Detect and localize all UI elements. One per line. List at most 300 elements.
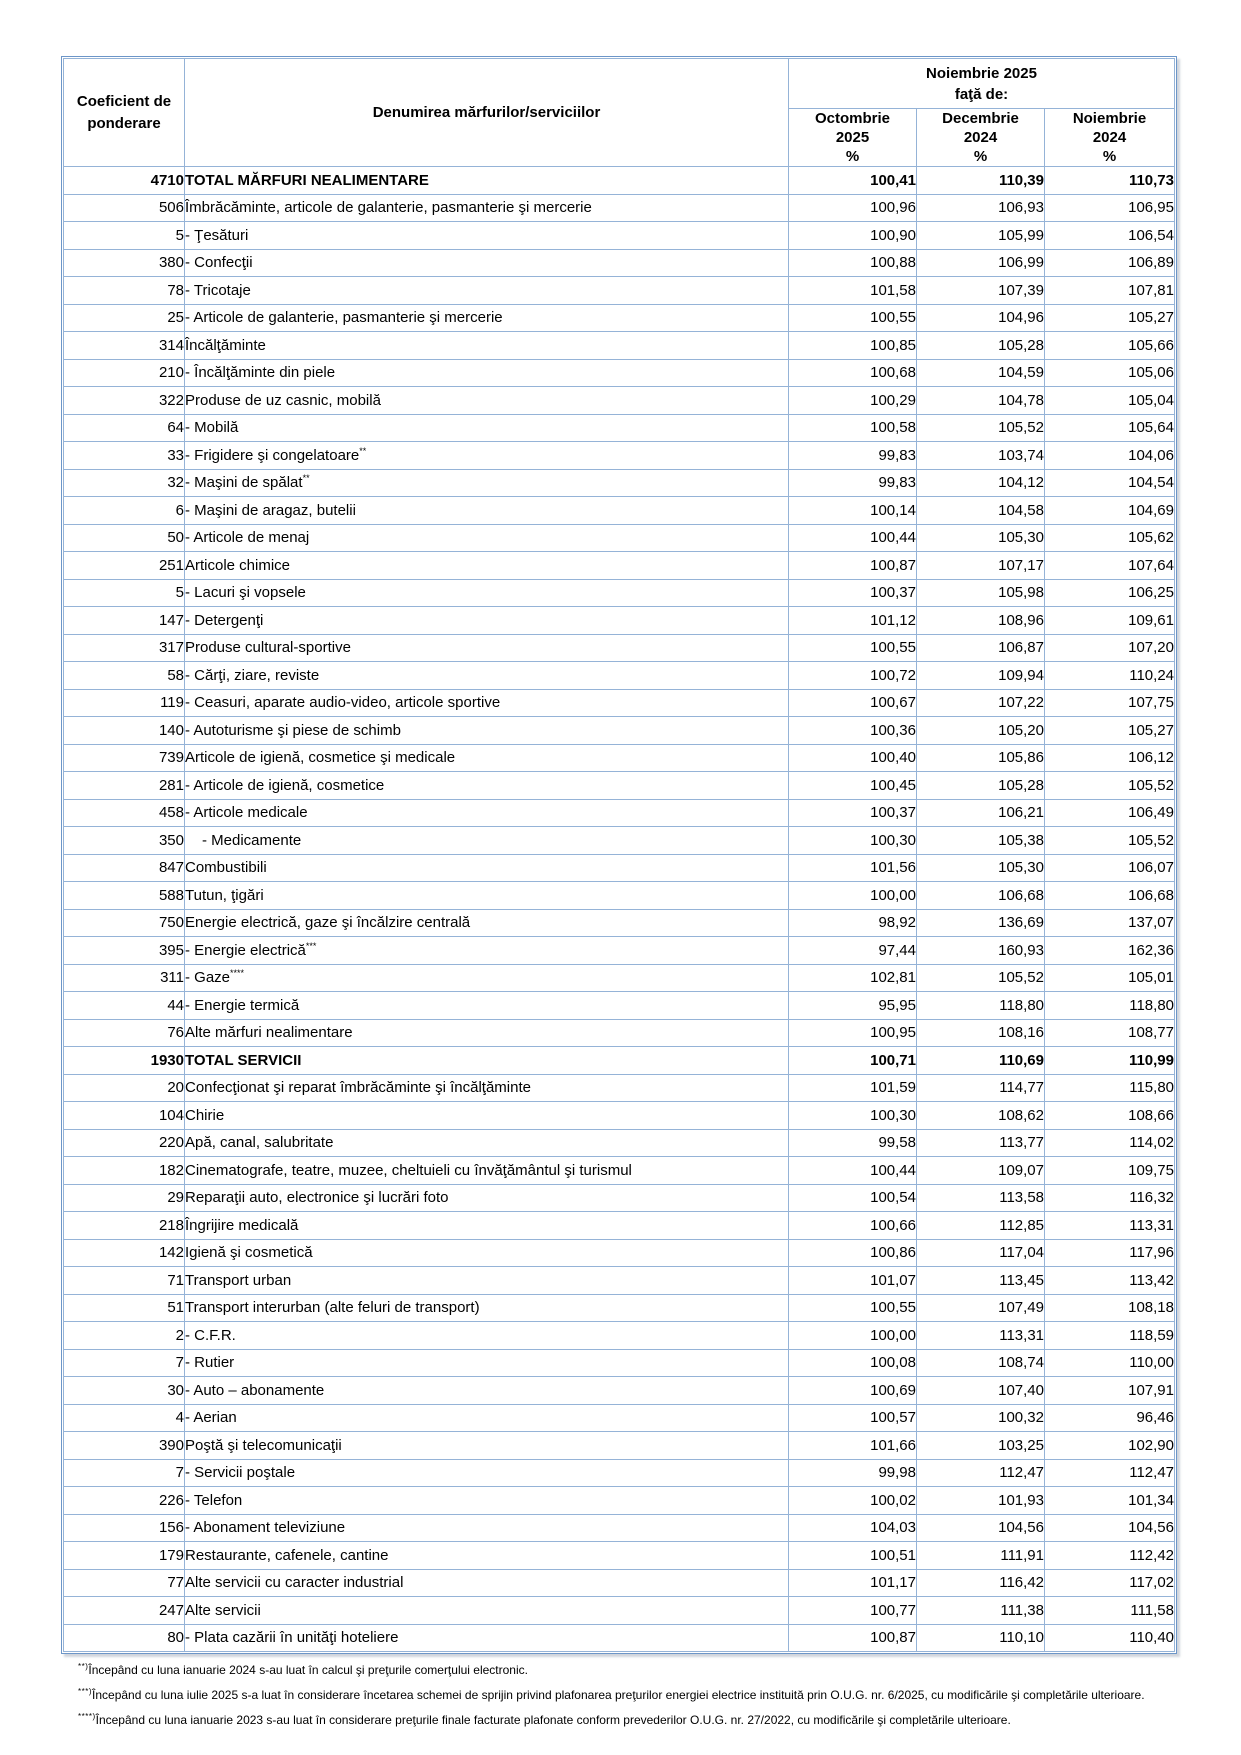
index-value-cell: 107,40 [917, 1377, 1045, 1405]
table-row [64, 524, 1175, 552]
weight-coefficient-cell: 30 [64, 1377, 185, 1405]
index-value-cell: 100,40 [789, 744, 917, 772]
index-value-cell: 100,67 [789, 689, 917, 717]
item-name-cell: Transport urban [185, 1267, 789, 1295]
item-name-cell: - Detergenţi [185, 607, 789, 635]
table-row [64, 1047, 1175, 1075]
item-name-cell: - Confecţii [185, 249, 789, 277]
subcol-month: Noiembrie [1072, 110, 1147, 127]
weight-coefficient-cell: 506 [64, 194, 185, 222]
index-value-cell: 111,58 [1045, 1597, 1175, 1625]
index-value-cell: 107,22 [917, 689, 1045, 717]
item-name-cell: - Articole de galanterie, pasmanterie şi mercerie [185, 304, 789, 332]
table-row [64, 1322, 1175, 1350]
weight-coefficient-cell: 44 [64, 992, 185, 1020]
index-value-cell: 112,47 [1045, 1459, 1175, 1487]
table-row [64, 854, 1175, 882]
footnote-text: Începând cu luna ianuarie 2023 s-au luat în considerare preţurile finale facturate plafonate conform prevederilor O.U.G. nr. 27/2022, cu modificările şi completările ulterioare. [95, 1713, 1011, 1727]
index-value-cell: 105,52 [917, 414, 1045, 442]
header-subcol-october-2025 [789, 109, 917, 167]
table-row [64, 937, 1175, 965]
index-value-cell: 105,64 [1045, 414, 1175, 442]
index-value-cell: 111,38 [917, 1597, 1045, 1625]
index-value-cell: 107,49 [917, 1294, 1045, 1322]
subcol-percent: % [1102, 148, 1117, 165]
weight-coefficient-cell: 71 [64, 1267, 185, 1295]
item-name-cell: - Tricotaje [185, 277, 789, 305]
weight-coefficient-cell: 104 [64, 1102, 185, 1130]
index-value-cell: 105,62 [1045, 524, 1175, 552]
index-value-cell: 102,81 [789, 964, 917, 992]
index-value-cell: 107,91 [1045, 1377, 1175, 1405]
footnote-marker: *** [305, 940, 317, 951]
index-value-cell: 105,30 [917, 524, 1045, 552]
index-value-cell: 108,18 [1045, 1294, 1175, 1322]
index-value-cell: 107,20 [1045, 634, 1175, 662]
subcol-percent: % [973, 148, 988, 165]
index-value-cell: 104,59 [917, 359, 1045, 387]
table-body [64, 167, 1175, 1652]
weight-coefficient-cell: 750 [64, 909, 185, 937]
weight-coefficient-cell: 2 [64, 1322, 185, 1350]
index-value-cell: 100,00 [789, 1322, 917, 1350]
index-value-cell: 96,46 [1045, 1404, 1175, 1432]
index-value-cell: 105,86 [917, 744, 1045, 772]
index-value-cell: 113,58 [917, 1184, 1045, 1212]
index-value-cell: 107,81 [1045, 277, 1175, 305]
footnote-marker: ****) [78, 1712, 96, 1721]
header-goods-services-name: Denumirea mărfurilor/serviciilor [185, 59, 789, 167]
weight-coefficient-cell: 140 [64, 717, 185, 745]
index-value-cell: 105,52 [1045, 772, 1175, 800]
index-value-cell: 106,68 [917, 882, 1045, 910]
table-row [64, 744, 1175, 772]
index-value-cell: 99,58 [789, 1129, 917, 1157]
index-value-cell: 109,61 [1045, 607, 1175, 635]
weight-coefficient-cell: 50 [64, 524, 185, 552]
weight-coefficient-cell: 58 [64, 662, 185, 690]
header-group-line1: Noiembrie 2025 [926, 64, 1037, 82]
item-name-cell: Alte mărfuri nealimentare [185, 1019, 789, 1047]
index-value-cell: 100,71 [789, 1047, 917, 1075]
subcol-year: 2025 [835, 129, 870, 146]
index-value-cell: 118,80 [917, 992, 1045, 1020]
table-row [64, 827, 1175, 855]
index-value-cell: 162,36 [1045, 937, 1175, 965]
index-value-cell: 98,92 [789, 909, 917, 937]
table-row [64, 909, 1175, 937]
item-name-cell: - Articole de igienă, cosmetice [185, 772, 789, 800]
index-value-cell: 107,17 [917, 552, 1045, 580]
weight-coefficient-cell: 5 [64, 579, 185, 607]
index-value-cell: 100,69 [789, 1377, 917, 1405]
index-value-cell: 102,90 [1045, 1432, 1175, 1460]
weight-coefficient-cell: 218 [64, 1212, 185, 1240]
item-name-cell: Produse de uz casnic, mobilă [185, 387, 789, 415]
weight-coefficient-cell: 182 [64, 1157, 185, 1185]
weight-coefficient-cell: 210 [64, 359, 185, 387]
table-row [64, 304, 1175, 332]
item-name-cell: Încălţăminte [185, 332, 789, 360]
index-value-cell: 110,99 [1045, 1047, 1175, 1075]
index-value-cell: 107,75 [1045, 689, 1175, 717]
item-name-cell: Confecţionat şi reparat îmbrăcăminte şi încălţăminte [185, 1074, 789, 1102]
index-value-cell: 160,93 [917, 937, 1045, 965]
item-name-cell: - Rutier [185, 1349, 789, 1377]
item-name-cell: Poştă şi telecomunicaţii [185, 1432, 789, 1460]
index-value-cell: 113,45 [917, 1267, 1045, 1295]
index-value-cell: 108,74 [917, 1349, 1045, 1377]
footnote-marker: **** [230, 968, 245, 979]
index-value-cell: 100,55 [789, 304, 917, 332]
item-name-cell: - Ceasuri, aparate audio-video, articole sportive [185, 689, 789, 717]
index-value-cell: 117,96 [1045, 1239, 1175, 1267]
weight-coefficient-cell: 847 [64, 854, 185, 882]
index-value-cell: 100,86 [789, 1239, 917, 1267]
index-value-cell: 108,16 [917, 1019, 1045, 1047]
footnote-marker: ** [359, 445, 367, 456]
table-row [64, 552, 1175, 580]
table-row [64, 1102, 1175, 1130]
table-row [64, 1597, 1175, 1625]
index-value-cell: 113,31 [917, 1322, 1045, 1350]
table-row [64, 469, 1175, 497]
item-name-cell: - Aerian [185, 1404, 789, 1432]
weight-coefficient-cell: 7 [64, 1349, 185, 1377]
table-row [64, 634, 1175, 662]
index-value-cell: 101,34 [1045, 1487, 1175, 1515]
index-value-cell: 104,96 [917, 304, 1045, 332]
index-value-cell: 110,69 [917, 1047, 1045, 1075]
item-name-cell: - Autoturisme şi piese de schimb [185, 717, 789, 745]
header-group-november-2025 [789, 59, 1175, 109]
table-row [64, 1019, 1175, 1047]
weight-coefficient-cell: 322 [64, 387, 185, 415]
footnote-line [78, 1706, 1218, 1731]
price-index-table-frame [61, 56, 1177, 1654]
index-value-cell: 105,52 [1045, 827, 1175, 855]
item-name-cell: - Maşini de aragaz, butelii [185, 497, 789, 525]
index-value-cell: 106,87 [917, 634, 1045, 662]
index-value-cell: 101,12 [789, 607, 917, 635]
index-value-cell: 105,38 [917, 827, 1045, 855]
weight-coefficient-cell: 314 [64, 332, 185, 360]
table-row [64, 1514, 1175, 1542]
index-value-cell: 104,56 [917, 1514, 1045, 1542]
index-value-cell: 136,69 [917, 909, 1045, 937]
weight-coefficient-cell: 220 [64, 1129, 185, 1157]
index-value-cell: 104,69 [1045, 497, 1175, 525]
index-value-cell: 110,10 [917, 1624, 1045, 1652]
weight-coefficient-cell: 311 [64, 964, 185, 992]
table-row [64, 1074, 1175, 1102]
footnote-text: Începând cu luna iulie 2025 s-a luat în considerare încetarea schemei de sprijin privind plafonarea preţurilor energiei electrice instituită prin O.U.G. nr. 6/2025, cu modificările şi completările ulterioare. [92, 1688, 1145, 1702]
index-value-cell: 109,94 [917, 662, 1045, 690]
index-value-cell: 100,95 [789, 1019, 917, 1047]
item-name-cell: Cinematografe, teatre, muzee, cheltuieli cu învăţământul şi turismul [185, 1157, 789, 1185]
item-name-cell: - Articole medicale [185, 799, 789, 827]
weight-coefficient-cell: 350 [64, 827, 185, 855]
weight-coefficient-cell: 179 [64, 1542, 185, 1570]
index-value-cell: 105,99 [917, 222, 1045, 250]
table-row [64, 359, 1175, 387]
index-value-cell: 118,80 [1045, 992, 1175, 1020]
table-row [64, 1157, 1175, 1185]
item-name-cell: Combustibili [185, 854, 789, 882]
weight-coefficient-cell: 80 [64, 1624, 185, 1652]
table-row [64, 1542, 1175, 1570]
index-value-cell: 103,25 [917, 1432, 1045, 1460]
index-value-cell: 106,99 [917, 249, 1045, 277]
index-value-cell: 104,03 [789, 1514, 917, 1542]
subcol-year: 2024 [1092, 129, 1127, 146]
index-value-cell: 106,95 [1045, 194, 1175, 222]
item-name-cell: Alte servicii [185, 1597, 789, 1625]
index-value-cell: 106,49 [1045, 799, 1175, 827]
index-value-cell: 105,06 [1045, 359, 1175, 387]
index-value-cell: 104,78 [917, 387, 1045, 415]
index-value-cell: 105,01 [1045, 964, 1175, 992]
weight-coefficient-cell: 29 [64, 1184, 185, 1212]
table-row [64, 579, 1175, 607]
table-row [64, 497, 1175, 525]
index-value-cell: 116,42 [917, 1569, 1045, 1597]
index-value-cell: 106,25 [1045, 579, 1175, 607]
item-name-cell: - Mobilă [185, 414, 789, 442]
item-name-cell: Alte servicii cu caracter industrial [185, 1569, 789, 1597]
index-value-cell: 110,00 [1045, 1349, 1175, 1377]
weight-coefficient-cell: 156 [64, 1514, 185, 1542]
item-name-cell: - Servicii poştale [185, 1459, 789, 1487]
item-name-cell: - Ţesături [185, 222, 789, 250]
item-name-cell: - Plata cazării în unităţi hoteliere [185, 1624, 789, 1652]
table-row [64, 1624, 1175, 1652]
index-value-cell: 100,02 [789, 1487, 917, 1515]
index-value-cell: 104,12 [917, 469, 1045, 497]
weight-coefficient-cell: 4 [64, 1404, 185, 1432]
index-value-cell: 105,28 [917, 332, 1045, 360]
table-row [64, 1432, 1175, 1460]
table-row [64, 662, 1175, 690]
index-value-cell: 109,75 [1045, 1157, 1175, 1185]
item-name-cell: - Telefon [185, 1487, 789, 1515]
index-value-cell: 109,07 [917, 1157, 1045, 1185]
weight-coefficient-cell: 32 [64, 469, 185, 497]
index-value-cell: 100,66 [789, 1212, 917, 1240]
item-name-cell: Produse cultural-sportive [185, 634, 789, 662]
index-value-cell: 101,59 [789, 1074, 917, 1102]
weight-coefficient-cell: 588 [64, 882, 185, 910]
footnote-marker: ** [302, 473, 310, 484]
index-value-cell: 106,93 [917, 194, 1045, 222]
index-value-cell: 100,87 [789, 552, 917, 580]
index-value-cell: 100,32 [917, 1404, 1045, 1432]
item-name-cell: TOTAL MĂRFURI NEALIMENTARE [185, 167, 789, 195]
index-value-cell: 100,44 [789, 1157, 917, 1185]
index-value-cell: 106,07 [1045, 854, 1175, 882]
header-weight-coefficient: Coeficient de ponderare [64, 59, 185, 167]
index-value-cell: 107,39 [917, 277, 1045, 305]
index-value-cell: 99,83 [789, 442, 917, 470]
item-name-cell: - Energie termică [185, 992, 789, 1020]
table-row [64, 1212, 1175, 1240]
index-value-cell: 101,17 [789, 1569, 917, 1597]
weight-coefficient-cell: 4710 [64, 167, 185, 195]
table-row [64, 1129, 1175, 1157]
index-value-cell: 108,66 [1045, 1102, 1175, 1130]
item-name-cell: Reparaţii auto, electronice şi lucrări foto [185, 1184, 789, 1212]
item-name-cell: - Lacuri şi vopsele [185, 579, 789, 607]
index-value-cell: 95,95 [789, 992, 917, 1020]
index-value-cell: 100,87 [789, 1624, 917, 1652]
table-row [64, 277, 1175, 305]
index-value-cell: 100,44 [789, 524, 917, 552]
index-value-cell: 100,77 [789, 1597, 917, 1625]
table-row [64, 1487, 1175, 1515]
index-value-cell: 105,30 [917, 854, 1045, 882]
index-value-cell: 115,80 [1045, 1074, 1175, 1102]
index-value-cell: 100,51 [789, 1542, 917, 1570]
item-name-cell: Restaurante, cafenele, cantine [185, 1542, 789, 1570]
index-value-cell: 100,30 [789, 1102, 917, 1130]
index-value-cell: 106,12 [1045, 744, 1175, 772]
index-value-cell: 100,08 [789, 1349, 917, 1377]
index-value-cell: 112,47 [917, 1459, 1045, 1487]
index-value-cell: 105,28 [917, 772, 1045, 800]
index-value-cell: 107,64 [1045, 552, 1175, 580]
index-value-cell: 105,27 [1045, 717, 1175, 745]
weight-coefficient-cell: 147 [64, 607, 185, 635]
item-name-cell: Energie electrică, gaze şi încălzire centrală [185, 909, 789, 937]
index-value-cell: 104,06 [1045, 442, 1175, 470]
item-name-cell: Transport interurban (alte feluri de transport) [185, 1294, 789, 1322]
table-row [64, 607, 1175, 635]
weight-coefficient-cell: 77 [64, 1569, 185, 1597]
weight-coefficient-cell: 226 [64, 1487, 185, 1515]
index-value-cell: 100,54 [789, 1184, 917, 1212]
index-value-cell: 117,02 [1045, 1569, 1175, 1597]
index-value-cell: 100,55 [789, 634, 917, 662]
index-value-cell: 110,40 [1045, 1624, 1175, 1652]
index-value-cell: 101,58 [789, 277, 917, 305]
item-name-cell: - Energie electrică*** [185, 937, 789, 965]
table-row [64, 167, 1175, 195]
footnote-marker: **) [78, 1662, 89, 1671]
index-value-cell: 100,88 [789, 249, 917, 277]
index-value-cell: 112,42 [1045, 1542, 1175, 1570]
index-value-cell: 104,56 [1045, 1514, 1175, 1542]
footnote-line [78, 1681, 1218, 1706]
table-row [64, 1294, 1175, 1322]
index-value-cell: 108,96 [917, 607, 1045, 635]
index-value-cell: 101,66 [789, 1432, 917, 1460]
index-value-cell: 101,93 [917, 1487, 1045, 1515]
item-name-cell: - Încălţăminte din piele [185, 359, 789, 387]
weight-coefficient-cell: 7 [64, 1459, 185, 1487]
index-value-cell: 103,74 [917, 442, 1045, 470]
table-row [64, 1404, 1175, 1432]
table-row [64, 772, 1175, 800]
index-value-cell: 100,96 [789, 194, 917, 222]
index-value-cell: 110,24 [1045, 662, 1175, 690]
weight-coefficient-cell: 76 [64, 1019, 185, 1047]
index-value-cell: 101,56 [789, 854, 917, 882]
table-row [64, 1267, 1175, 1295]
index-value-cell: 116,32 [1045, 1184, 1175, 1212]
item-name-cell: - Maşini de spălat** [185, 469, 789, 497]
table-row [64, 249, 1175, 277]
index-value-cell: 106,68 [1045, 882, 1175, 910]
subcol-percent: % [845, 148, 860, 165]
index-value-cell: 137,07 [1045, 909, 1175, 937]
weight-coefficient-cell: 739 [64, 744, 185, 772]
index-value-cell: 106,89 [1045, 249, 1175, 277]
weight-coefficient-cell: 281 [64, 772, 185, 800]
index-value-cell: 104,58 [917, 497, 1045, 525]
table-row [64, 414, 1175, 442]
index-value-cell: 105,52 [917, 964, 1045, 992]
index-value-cell: 105,98 [917, 579, 1045, 607]
index-value-cell: 113,31 [1045, 1212, 1175, 1240]
weight-coefficient-cell: 6 [64, 497, 185, 525]
table-header [64, 59, 1175, 167]
index-value-cell: 110,73 [1045, 167, 1175, 195]
table-row [64, 799, 1175, 827]
weight-coefficient-cell: 142 [64, 1239, 185, 1267]
index-value-cell: 104,54 [1045, 469, 1175, 497]
table-row [64, 992, 1175, 1020]
header-subcol-november-2024 [1045, 109, 1175, 167]
item-name-cell: - Frigidere şi congelatoare** [185, 442, 789, 470]
table-row [64, 332, 1175, 360]
item-name-cell: - Cărţi, ziare, reviste [185, 662, 789, 690]
weight-coefficient-cell: 119 [64, 689, 185, 717]
index-value-cell: 101,07 [789, 1267, 917, 1295]
index-value-cell: 114,02 [1045, 1129, 1175, 1157]
index-value-cell: 108,62 [917, 1102, 1045, 1130]
header-subcol-december-2024 [917, 109, 1045, 167]
table-row [64, 1184, 1175, 1212]
footnote-line [78, 1656, 1218, 1681]
index-value-cell: 100,41 [789, 167, 917, 195]
index-value-cell: 106,21 [917, 799, 1045, 827]
index-value-cell: 100,29 [789, 387, 917, 415]
index-value-cell: 105,27 [1045, 304, 1175, 332]
subcol-year: 2024 [963, 129, 998, 146]
index-value-cell: 100,57 [789, 1404, 917, 1432]
weight-coefficient-cell: 78 [64, 277, 185, 305]
index-value-cell: 100,85 [789, 332, 917, 360]
item-name-cell: Chirie [185, 1102, 789, 1130]
table-row [64, 1569, 1175, 1597]
index-value-cell: 106,54 [1045, 222, 1175, 250]
index-value-cell: 105,20 [917, 717, 1045, 745]
item-name-cell: Apă, canal, salubritate [185, 1129, 789, 1157]
index-value-cell: 100,00 [789, 882, 917, 910]
item-name-cell: Articole chimice [185, 552, 789, 580]
item-name-cell: - Gaze**** [185, 964, 789, 992]
weight-coefficient-cell: 51 [64, 1294, 185, 1322]
weight-coefficient-cell: 1930 [64, 1047, 185, 1075]
table-row [64, 882, 1175, 910]
footnote-marker: ***) [78, 1687, 93, 1696]
index-value-cell: 100,37 [789, 579, 917, 607]
subcol-month: Octombrie [814, 110, 890, 127]
index-value-cell: 100,37 [789, 799, 917, 827]
index-value-cell: 105,66 [1045, 332, 1175, 360]
item-name-cell: Igienă şi cosmetică [185, 1239, 789, 1267]
weight-coefficient-cell: 458 [64, 799, 185, 827]
